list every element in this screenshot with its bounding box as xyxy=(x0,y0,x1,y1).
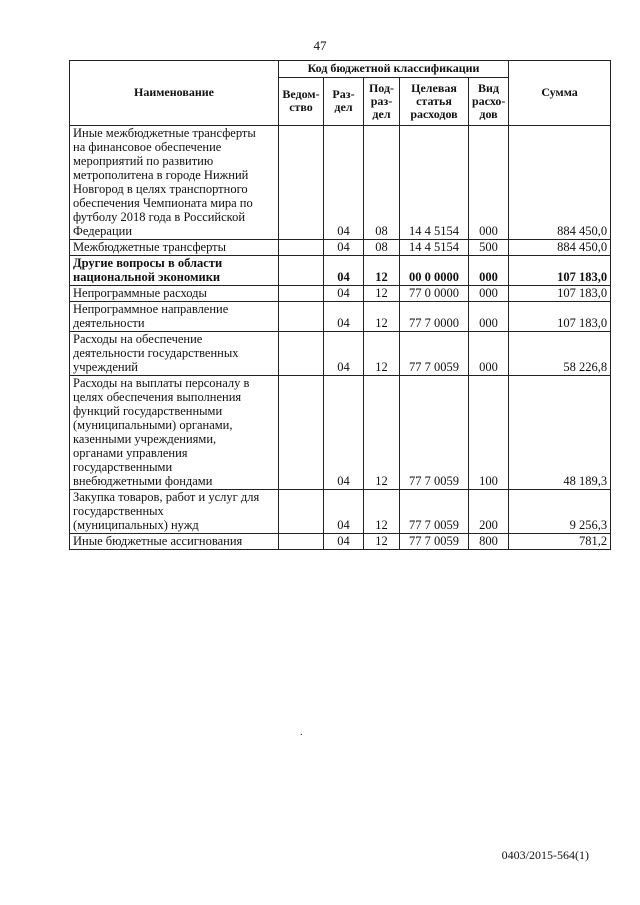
cell-target-article: 77 7 0000 xyxy=(400,302,469,332)
table-body xyxy=(70,126,611,550)
cell-name: Межбюджетные трансферты xyxy=(70,240,279,256)
cell-department xyxy=(279,240,324,256)
header-name: Наименование xyxy=(70,61,279,126)
cell-amount: 107 183,0 xyxy=(509,256,611,286)
cell-amount: 884 450,0 xyxy=(509,240,611,256)
cell-section: 04 xyxy=(324,490,364,534)
header-target-article: Целевая статья расходов xyxy=(400,78,469,126)
cell-section: 04 xyxy=(324,332,364,376)
cell-amount: 48 189,3 xyxy=(509,376,611,490)
cell-section: 04 xyxy=(324,240,364,256)
cell-amount: 107 183,0 xyxy=(509,302,611,332)
cell-expense-type: 100 xyxy=(469,376,509,490)
table-row xyxy=(70,302,611,332)
cell-name: Другие вопросы в области национальной экономики xyxy=(70,256,279,286)
cell-amount: 884 450,0 xyxy=(509,126,611,240)
table-row xyxy=(70,376,611,490)
cell-department xyxy=(279,126,324,240)
table-row xyxy=(70,534,611,550)
cell-subsection: 12 xyxy=(364,376,400,490)
cell-department xyxy=(279,534,324,550)
page-number: 47 xyxy=(313,38,327,53)
cell-expense-type: 000 xyxy=(469,256,509,286)
cell-name: Расходы на выплаты персоналу в целях обеспечения выполнения функций государственными (муниципальными) органами, казенными учреждениями, органами управления государственными внебюджетными фондами xyxy=(70,376,279,490)
cell-section: 04 xyxy=(324,302,364,332)
cell-subsection: 08 xyxy=(364,126,400,240)
cell-section: 04 xyxy=(324,534,364,550)
cell-subsection: 12 xyxy=(364,332,400,376)
cell-target-article: 77 7 0059 xyxy=(400,376,469,490)
cell-name: Расходы на обеспечение деятельности государственных учреждений xyxy=(70,332,279,376)
cell-name: Иные бюджетные ассигнования xyxy=(70,534,279,550)
cell-department xyxy=(279,256,324,286)
cell-name: Иные межбюджетные трансферты на финансовое обеспечение мероприятий по развитию метрополитена в городе Нижний Новгород в целях транспортного обеспечения Чемпионата мира по футболу 2018 года в Российской Федерации xyxy=(70,126,279,240)
cell-expense-type: 500 xyxy=(469,240,509,256)
table-row xyxy=(70,490,611,534)
header-classification: Код бюджетной классификации xyxy=(279,61,509,78)
cell-target-article: 14 4 5154 xyxy=(400,126,469,240)
header-amount: Сумма xyxy=(509,61,611,126)
cell-amount: 107 183,0 xyxy=(509,286,611,302)
cell-expense-type: 200 xyxy=(469,490,509,534)
cell-subsection: 08 xyxy=(364,240,400,256)
cell-target-article: 00 0 0000 xyxy=(400,256,469,286)
cell-amount: 781,2 xyxy=(509,534,611,550)
cell-subsection: 12 xyxy=(364,534,400,550)
table-row xyxy=(70,126,611,240)
cell-amount: 9 256,3 xyxy=(509,490,611,534)
table-row xyxy=(70,286,611,302)
cell-section: 04 xyxy=(324,376,364,490)
cell-target-article: 77 7 0059 xyxy=(400,534,469,550)
cell-expense-type: 800 xyxy=(469,534,509,550)
budget-table xyxy=(69,60,611,550)
header-expense-type: Вид расхо- дов xyxy=(469,78,509,126)
cell-name: Непрограммные расходы xyxy=(70,286,279,302)
header-section: Раз- дел xyxy=(324,78,364,126)
cell-section: 04 xyxy=(324,286,364,302)
cell-department xyxy=(279,286,324,302)
cell-expense-type: 000 xyxy=(469,332,509,376)
document-code: 0403/2015-564(1) xyxy=(501,848,589,862)
cell-name: Закупка товаров, работ и услуг для государственных (муниципальных) нужд xyxy=(70,490,279,534)
cell-subsection: 12 xyxy=(364,302,400,332)
cell-expense-type: 000 xyxy=(469,302,509,332)
cell-target-article: 77 0 0000 xyxy=(400,286,469,302)
table-row xyxy=(70,240,611,256)
cell-department xyxy=(279,490,324,534)
cell-amount: 58 226,8 xyxy=(509,332,611,376)
table-row xyxy=(70,256,611,286)
header-department: Ведом- ство xyxy=(279,78,324,126)
cell-subsection: 12 xyxy=(364,490,400,534)
cell-target-article: 77 7 0059 xyxy=(400,490,469,534)
cell-expense-type: 000 xyxy=(469,126,509,240)
cell-subsection: 12 xyxy=(364,286,400,302)
table-row xyxy=(70,332,611,376)
cell-name: Непрограммное направление деятельности xyxy=(70,302,279,332)
cell-target-article: 77 7 0059 xyxy=(400,332,469,376)
cell-subsection: 12 xyxy=(364,256,400,286)
cell-department xyxy=(279,376,324,490)
cell-department xyxy=(279,332,324,376)
cell-section: 04 xyxy=(324,256,364,286)
footer-mark: . xyxy=(300,727,303,738)
cell-department xyxy=(279,302,324,332)
cell-expense-type: 000 xyxy=(469,286,509,302)
cell-target-article: 14 4 5154 xyxy=(400,240,469,256)
cell-section: 04 xyxy=(324,126,364,240)
header-subsection: Под- раз- дел xyxy=(364,78,400,126)
